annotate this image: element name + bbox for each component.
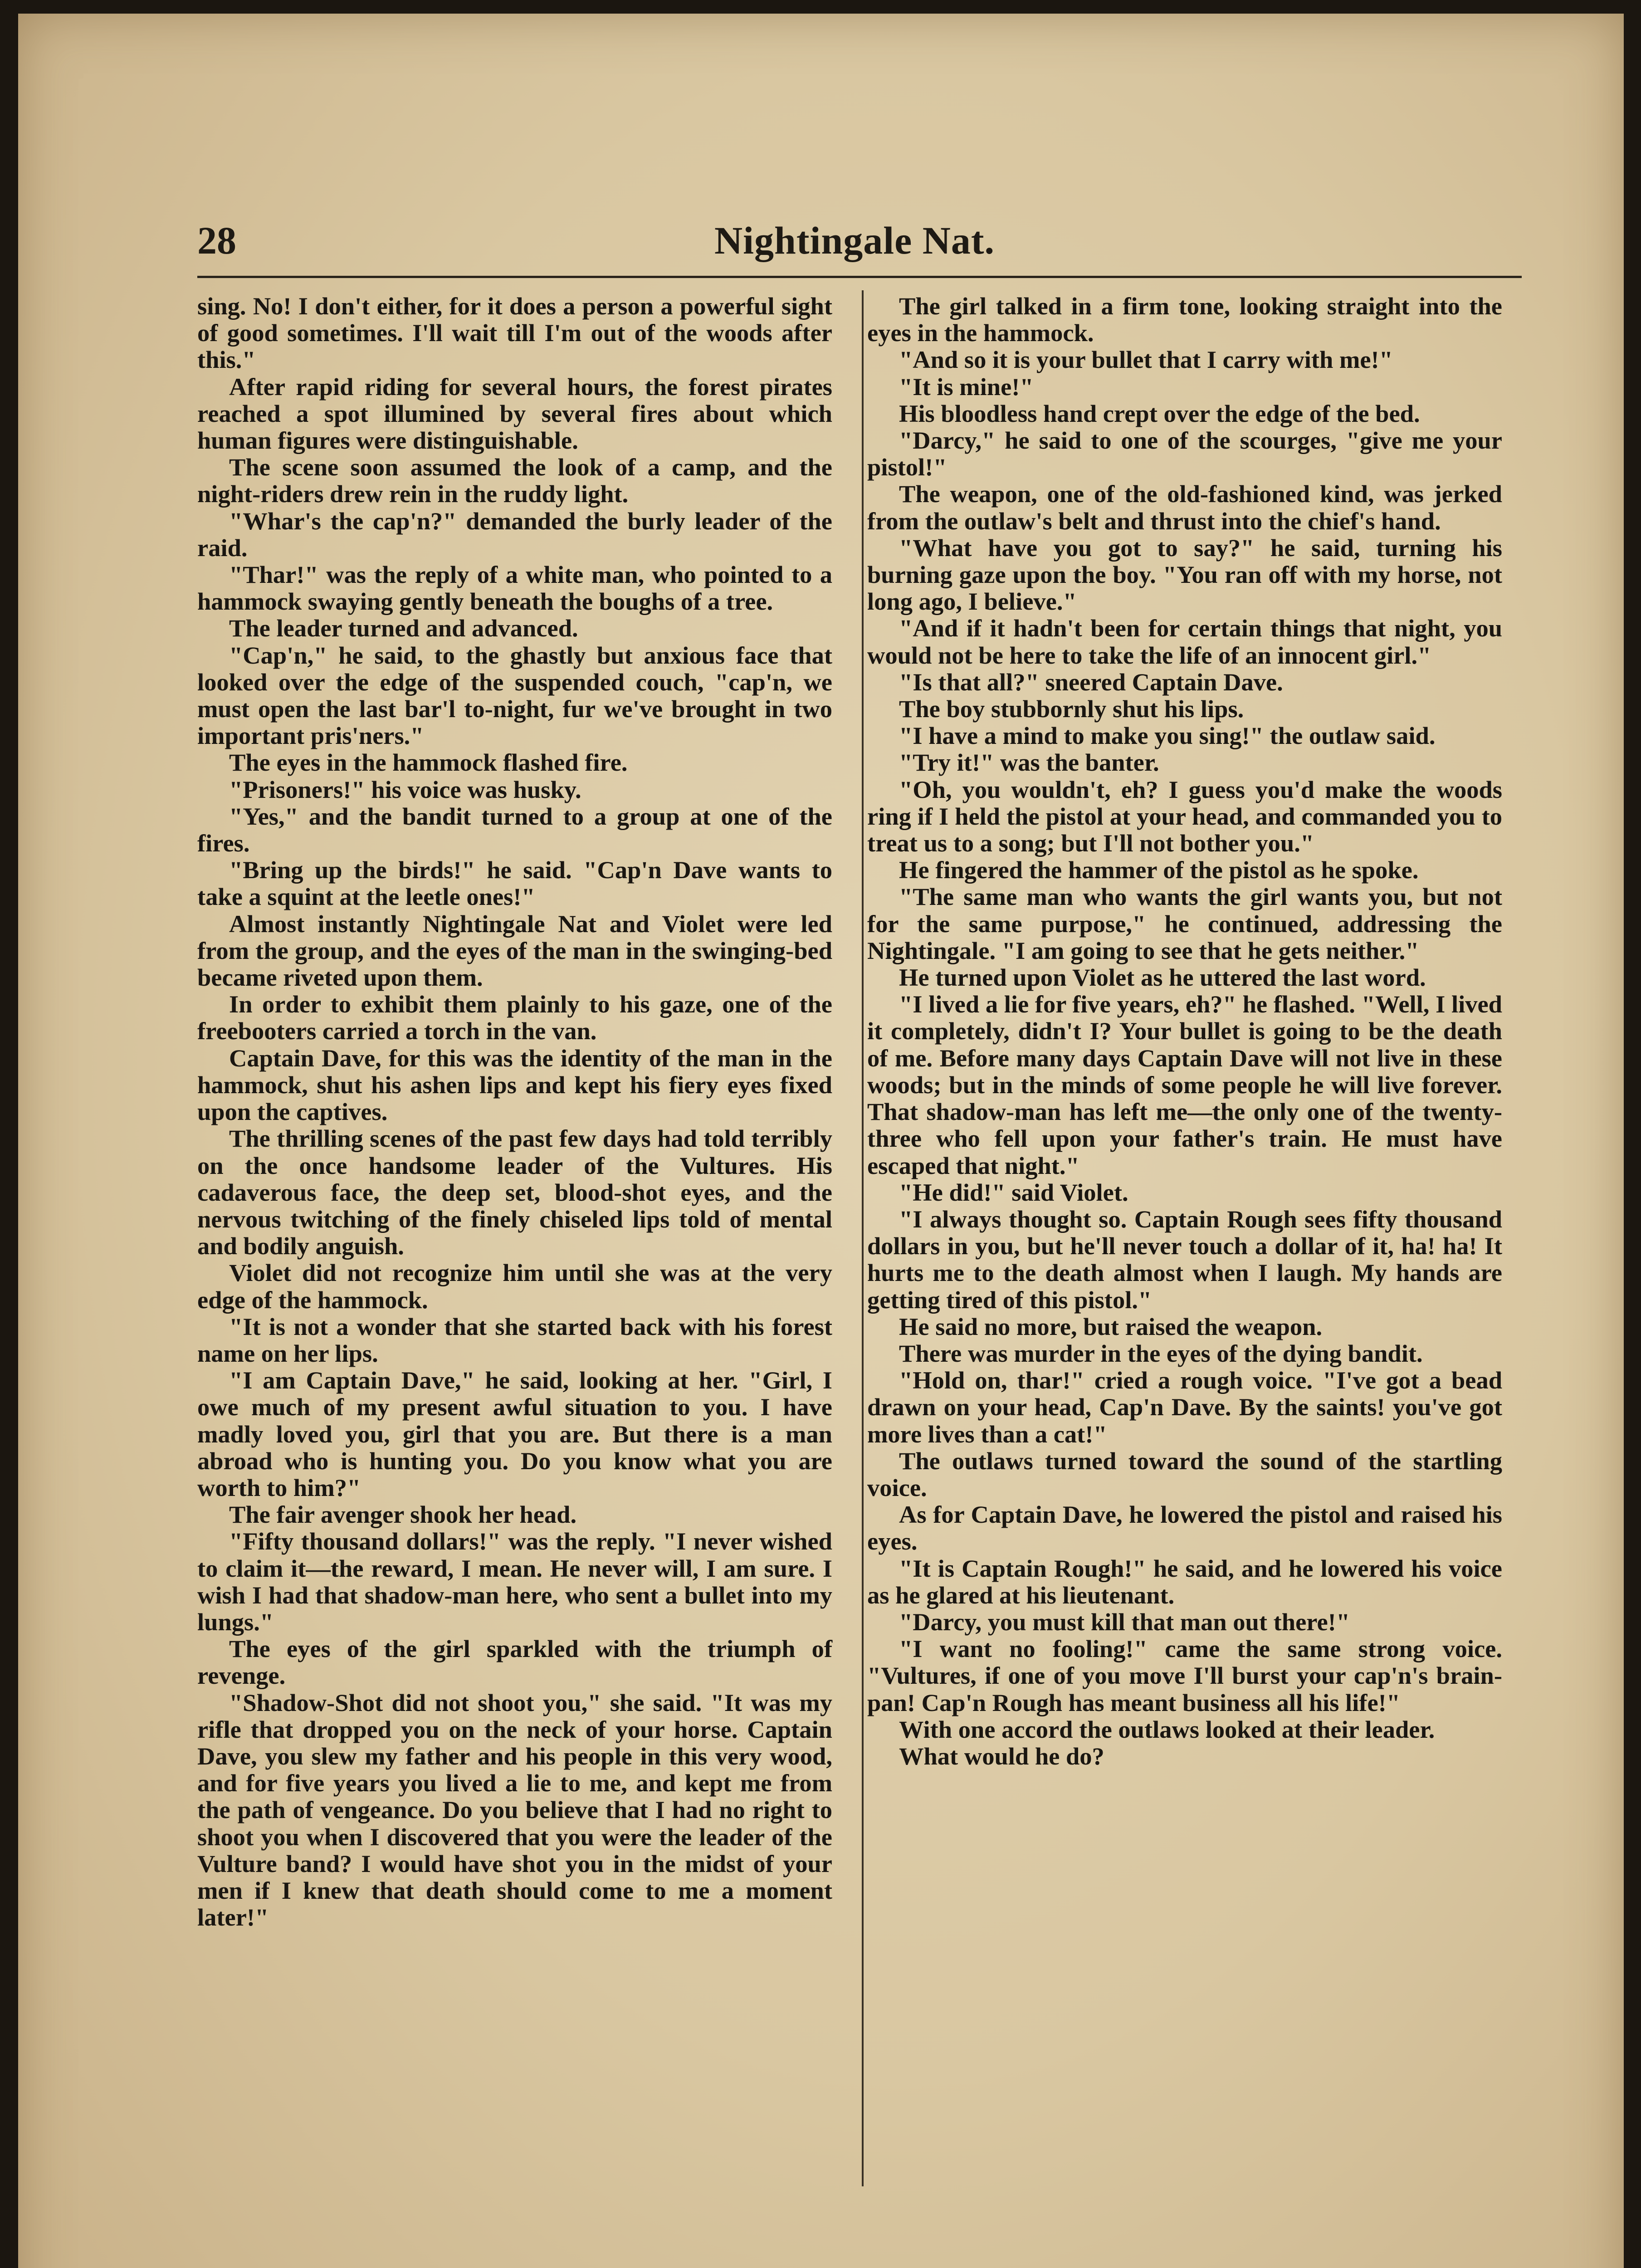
paragraph: The eyes of the girl sparkled with the triumph of revenge. (197, 1635, 832, 1690)
paragraph: "It is Captain Rough!" he said, and he lowered his voice as he glared at his lieutenant. (867, 1554, 1502, 1609)
paragraph: "Thar!" was the reply of a white man, who pointed to a hammock swaying gently beneath the boughs of a tree. (197, 561, 832, 616)
paragraph: "It is mine!" (899, 372, 1034, 401)
paragraph: The outlaws turned toward the sound of the startling voice. (867, 1447, 1502, 1501)
paragraph: The scene soon assumed the look of a camp, and the night-riders drew rein in the ruddy light. (197, 453, 832, 508)
running-title: Nightingale Nat. (714, 219, 995, 262)
page-number: 28 (197, 219, 236, 262)
paragraph: "And so it is your bullet that I carry with me!" (899, 346, 1393, 374)
paragraph: The thrilling scenes of the past few days had told terribly on the once handsome leader of the Vultures. His cadaverous face, the deep set, blood-shot eyes, and the nervous twitching of the finely chiseled lips told of mental and bodily anguish. (197, 1124, 832, 1260)
paragraph: His bloodless hand crept over the edge of the bed. (899, 399, 1420, 427)
paragraph: The girl talked in a firm tone, looking straight into the eyes in the hammock. (867, 292, 1502, 347)
paragraph: "Darcy," he said to one of the scourges, "give me your pistol!" (867, 426, 1502, 481)
paragraph: "I am Captain Dave," he said, looking at her. "Girl, I owe much of my present awful situation to you. I have madly loved you, girl that you are. But there is a man abroad who is hunting you. Do you know what you are worth to him?" (197, 1366, 832, 1501)
paragraph: "Try it!" was the banter. (899, 748, 1159, 777)
paragraph: "He did!" said Violet. (899, 1178, 1128, 1206)
paragraph: He turned upon Violet as he uttered the last word. (899, 963, 1426, 992)
paragraph: He said no more, but raised the weapon. (899, 1312, 1323, 1340)
paragraph: "I lived a lie for five years, eh?" he flashed. "Well, I lived it completely, didn't I? Your bullet is going to be the death of me. Before many days Captain Dave will not live in these woods; but in the minds of some people he will live forever. That shadow-man has left me—the only one of the twenty-three who fell upon your father's train. He must have escaped that night." (867, 990, 1502, 1179)
paragraph: "Shadow-Shot did not shoot you," she said. "It was my rifle that dropped you on the neck of your horse. Captain Dave, you slew my father and his people in this very wood, and for five years you lived a lie to me, and kept me from the path of vengeance. Do you believe that I had no right to shoot you when I discovered that you were the leader of the Vulture band? I would have shot you in the midst of your men if I knew that death should come to me a moment later!" (197, 1688, 832, 1931)
paragraph: "Darcy, you must kill that man out there!" (899, 1608, 1350, 1636)
paragraph: In order to exhibit them plainly to his gaze, one of the freebooters carried a torch in the van. (197, 990, 832, 1045)
left-column (197, 293, 832, 1931)
paragraph: "I always thought so. Captain Rough sees fifty thousand dollars in you, but he'll never touch a dollar of it, ha! ha! It hurts me to the death almost when I laugh. My hands are getting tired of this pistol." (867, 1205, 1502, 1314)
paragraph: "Bring up the birds!" he said. "Cap'n Dave wants to take a squint at the leetle ones!" (197, 856, 832, 911)
paragraph: "Whar's the cap'n?" demanded the burly leader of the raid. (197, 507, 832, 562)
paragraph: "And if it hadn't been for certain things that night, you would not be here to take the life of an innocent girl." (867, 614, 1502, 669)
paragraph: "Cap'n," he said, to the ghastly but anxious face that looked over the edge of the suspended couch, "cap'n, we must open the last bar'l to-night, fur we've brought in two important pris'ners." (197, 641, 832, 750)
paragraph: What would he do? (899, 1742, 1104, 1770)
page-header (197, 218, 1517, 272)
paragraph: Captain Dave, for this was the identity of the man in the hammock, shut his ashen lips and kept his fiery eyes fixed upon the captives. (197, 1044, 832, 1126)
right-column (867, 293, 1502, 1769)
paragraph: The eyes in the hammock flashed fire. (229, 748, 628, 777)
paragraph: "Oh, you wouldn't, eh? I guess you'd make the woods ring if I held the pistol at your head, and commanded you to treat us to a song; but I'll not bother you." (867, 775, 1502, 857)
paragraph: Violet did not recognize him until she was at the very edge of the hammock. (197, 1259, 832, 1314)
paragraph: "Fifty thousand dollars!" was the reply. "I never wished to claim it—the reward, I mean. He never will, I am sure. I wish I had that shadow-man here, who sent a bullet into my lungs." (197, 1527, 832, 1636)
paragraph: "Hold on, thar!" cried a rough voice. "I've got a bead drawn on your head, Cap'n Dave. By the saints! you've got more lives than a cat!" (867, 1366, 1502, 1448)
paragraph: sing. No! I don't either, for it does a person a powerful sight of good sometimes. I'll wait till I'm out of the woods after this." (197, 292, 832, 374)
paragraph: As for Captain Dave, he lowered the pistol and raised his eyes. (867, 1501, 1502, 1555)
paragraph: After rapid riding for several hours, the forest pirates reached a spot illumined by several fires about which human figures were distinguishable. (197, 372, 832, 455)
paragraph: "I have a mind to make you sing!" the outlaw said. (899, 722, 1436, 750)
paragraph: "Yes," and the bandit turned to a group at one of the fires. (197, 802, 832, 857)
paragraph: "The same man who wants the girl wants you, but not for the same purpose," he continued, addressing the Nightingale. "I am going to see that he gets neither." (867, 883, 1502, 964)
paragraph: There was murder in the eyes of the dying bandit. (899, 1339, 1423, 1367)
header-rule (197, 276, 1522, 278)
paragraph: He fingered the hammer of the pistol as he spoke. (899, 856, 1419, 884)
book-page (18, 14, 1624, 2268)
paragraph: "I want no fooling!" came the same strong voice. "Vultures, if one of you move I'll burst your cap'n's brain-pan! Cap'n Rough has meant business all his life!" (867, 1635, 1502, 1716)
paragraph: With one accord the outlaws looked at their leader. (899, 1715, 1435, 1743)
paragraph: The weapon, one of the old-fashioned kind, was jerked from the outlaw's belt and thrust into the chief's hand. (867, 480, 1502, 535)
column-divider (862, 290, 864, 2186)
paragraph: "Prisoners!" his voice was husky. (229, 775, 581, 803)
paragraph: The leader turned and advanced. (229, 614, 578, 642)
paragraph: The boy stubbornly shut his lips. (899, 695, 1244, 723)
paragraph: Almost instantly Nightingale Nat and Violet were led from the group, and the eyes of the man in the swinging-bed became riveted upon them. (197, 909, 832, 992)
paragraph: "What have you got to say?" he said, turning his burning gaze upon the boy. "You ran off with my horse, not long ago, I believe." (867, 533, 1502, 616)
paragraph: The fair avenger shook her head. (229, 1501, 577, 1529)
paragraph: "It is not a wonder that she started back with his forest name on her lips. (197, 1312, 832, 1367)
paragraph: "Is that all?" sneered Captain Dave. (899, 668, 1283, 696)
